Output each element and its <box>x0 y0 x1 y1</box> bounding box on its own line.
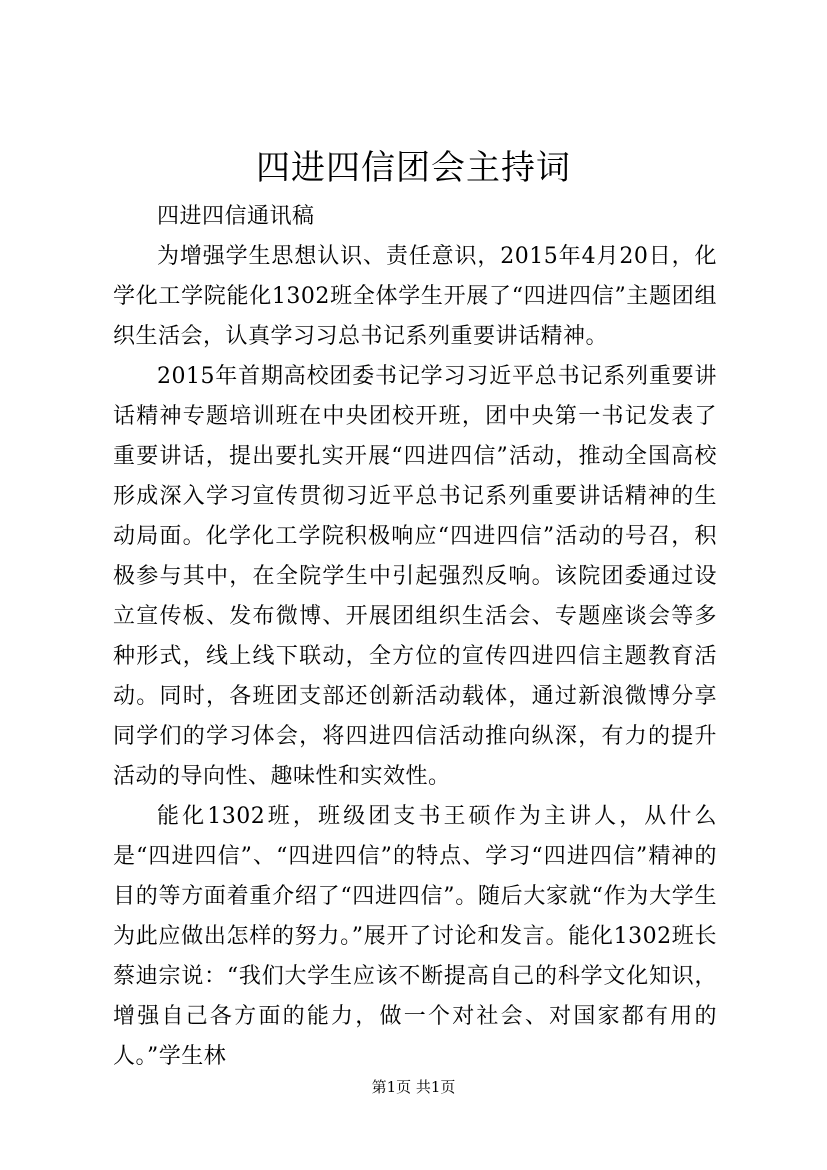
document-title: 四进四信团会主持词 <box>256 148 571 188</box>
page-footer: 第1页 共1页 <box>371 1078 456 1096</box>
paragraph: 2015年首期高校团委书记学习习近平总书记系列重要讲话精神专题培训班在中央团校开班，团中央第一书记发表了重要讲话，提出要扎实开展“四进四信”活动，推动全国高校形成深入学习宣传贯彻习近平总书记系列重要讲话精神的生动局面。化学化工学院积极响应“四进四信”活动的号召，积极参与其中，在全院学生中引起强烈反响。该院团委通过设立宣传板、发布微博、开展团组织生活会、专题座谈会等多种形式，线上线下联动，全方位的宣传四进四信主题教育活动。同时，各班团支部还创新活动载体，通过新浪微博分享同学们的学习体会，将四进四信活动推向纵深，有力的提升活动的导向性、趣味性和实效性。 <box>113 364 717 789</box>
paragraph-subtitle: 四进四信通讯稿 <box>157 204 315 229</box>
paragraph: 能化1302班，班级团支书王硕作为主讲人，从什么是“四进四信”、“四进四信”的特点、学习“四进四信”精神的目的等方面着重介绍了“四进四信”。随后大家就“作为大学生为此应做出怎样的努力。”展开了讨论和发言。能化1302班长蔡迪宗说：“我们大学生应该不断提高自己的科学文化知识，增强自己各方面的能力，做一个对社会、对国家都有用的人。”学生林 <box>113 804 717 1069</box>
paragraph: 为增强学生思想认识、责任意识，2015年4月20日，化学化工学院能化1302班全体学生开展了“四进四信”主题团组织生活会，认真学习习总书记系列重要讲话精神。 <box>113 244 717 349</box>
document-body <box>113 197 717 1077</box>
